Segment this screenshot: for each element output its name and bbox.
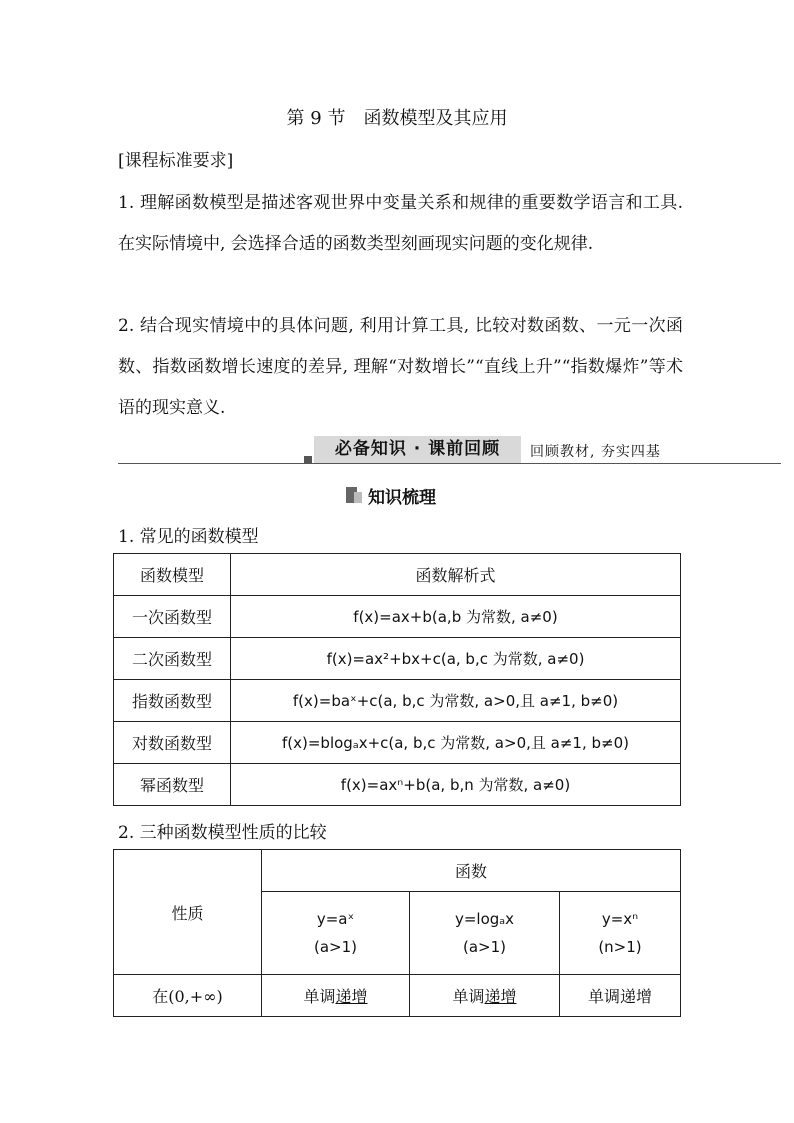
model-cell: 一次函数型 [114, 596, 231, 638]
formula-cell: f(x)=ax²+bx+c(a, b,c 为常数, a≠0) [231, 638, 681, 680]
table-row [114, 596, 681, 638]
property-cell [262, 975, 410, 1017]
function-col-2 [410, 892, 560, 975]
property-header: 性质 [114, 850, 262, 975]
banner-subtitle: 回顾教材, 夯实四基 [530, 444, 661, 460]
model-cell: 指数函数型 [114, 680, 231, 722]
property-cell [560, 975, 681, 1017]
requirements-heading: [课程标准要求] [118, 151, 234, 171]
table1-caption: 1. 常见的函数模型 [118, 527, 259, 547]
banner-square-icon [304, 456, 312, 464]
function-cond: (n>1) [598, 938, 642, 956]
cell-prefix: 单调 [587, 987, 620, 1006]
table-row [114, 638, 681, 680]
cell-value: 递增 [620, 987, 653, 1006]
function-col-1 [262, 892, 410, 975]
model-cell: 二次函数型 [114, 638, 231, 680]
table-row [114, 680, 681, 722]
section-label: 知识梳理 [368, 488, 436, 508]
cell-prefix: 单调 [452, 987, 485, 1006]
formula-cell: f(x)=baˣ+c(a, b,c 为常数, a>0,且 a≠1, b≠0) [231, 680, 681, 722]
function-expr: y=xⁿ [601, 910, 639, 928]
function-models-table [113, 553, 681, 806]
function-col-3 [560, 892, 681, 975]
requirement-item-1: 1. 理解函数模型是描述客观世界中变量关系和规律的重要数学语言和工具. 在实际情境中, 会选择合适的函数类型刻画现实问题的变化规律. [118, 193, 683, 254]
formula-cell: f(x)=axⁿ+b(a, b,n 为常数, a≠0) [231, 764, 681, 806]
cell-value: 递增 [484, 987, 517, 1006]
function-cond: (a>1) [462, 938, 506, 956]
table-row [114, 764, 681, 806]
table2-caption: 2. 三种函数模型性质的比较 [118, 823, 327, 843]
banner-label: 必备知识 · 课前回顾 [314, 436, 521, 463]
property-cell [410, 975, 560, 1017]
page-title: 第 9 节 函数模型及其应用 [286, 108, 508, 129]
table-row [114, 975, 681, 1017]
row-label: 在(0,+∞) [114, 975, 262, 1017]
table-header-row [114, 850, 681, 892]
requirement-item-2: 2. 结合现实情境中的具体问题, 利用计算工具, 比较对数函数、一元一次函数、指数函数增长速度的差异, 理解“对数增长”“直线上升”“指数爆炸”等术语的现实意义. [118, 316, 683, 418]
cell-prefix: 单调 [303, 987, 336, 1006]
cell-value: 递增 [335, 987, 368, 1006]
header-formula: 函数解析式 [231, 554, 681, 596]
function-header: 函数 [262, 850, 681, 892]
comparison-table [113, 849, 681, 1017]
section-marker-icon [346, 487, 362, 503]
section-banner [118, 436, 781, 466]
formula-cell: f(x)=blogₐx+c(a, b,c 为常数, a>0,且 a≠1, b≠0) [231, 722, 681, 764]
table-header-row [114, 554, 681, 596]
formula-cell: f(x)=ax+b(a,b 为常数, a≠0) [231, 596, 681, 638]
table-row [114, 722, 681, 764]
header-model: 函数模型 [114, 554, 231, 596]
banner-divider [118, 463, 781, 464]
model-cell: 幂函数型 [114, 764, 231, 806]
function-expr: y=aˣ [316, 910, 355, 928]
function-expr: y=logₐx [454, 910, 515, 928]
model-cell: 对数函数型 [114, 722, 231, 764]
function-cond: (a>1) [313, 938, 357, 956]
